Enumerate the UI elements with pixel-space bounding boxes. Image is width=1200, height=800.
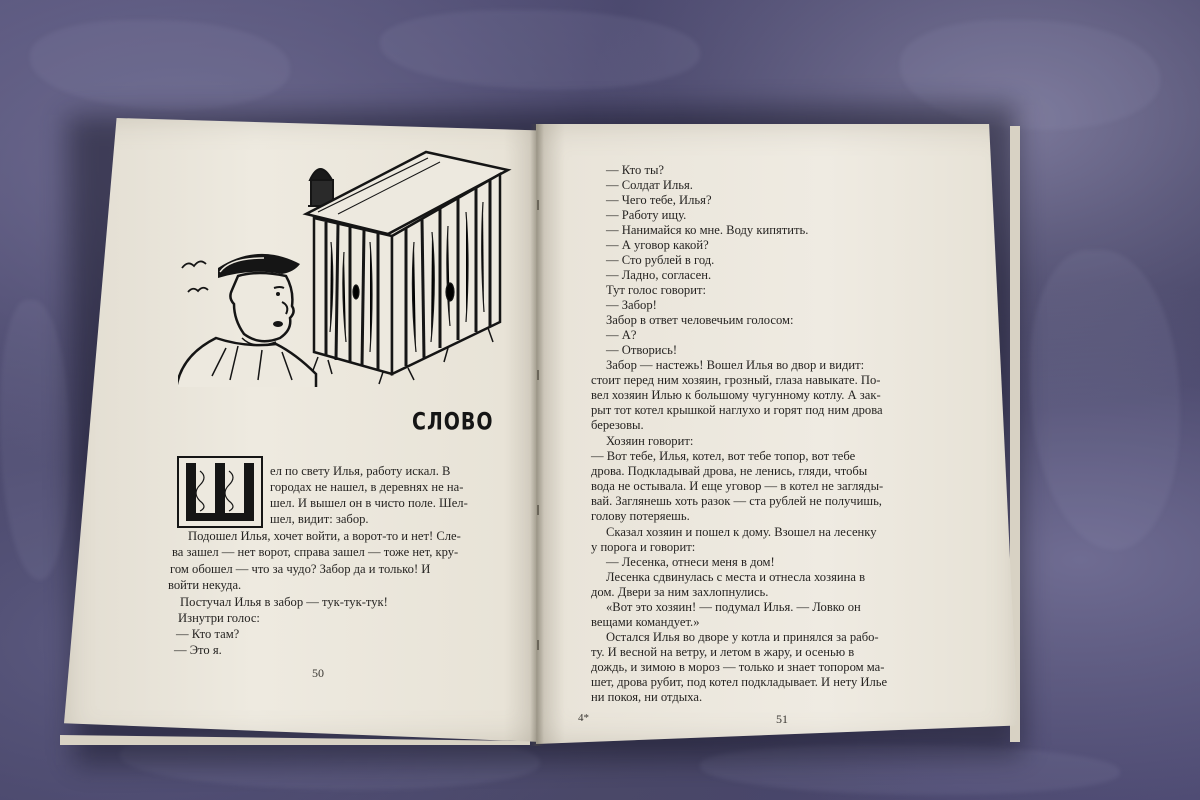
right-line: — Работу ищу. xyxy=(606,208,687,222)
binding-stitch xyxy=(537,370,539,380)
drop-cap xyxy=(176,455,264,529)
left-line: ел по свету Илья, работу искал. В xyxy=(270,464,451,478)
background-stone xyxy=(30,20,290,110)
right-line: — Ладно, согласен. xyxy=(606,268,712,282)
right-line: — Отворись! xyxy=(606,343,678,357)
left-line: — Это я. xyxy=(174,643,222,657)
binding-stitch xyxy=(537,505,539,515)
background-stone xyxy=(1030,250,1180,550)
signature-mark: 4* xyxy=(578,712,589,724)
right-line: ту. И весной на ветру, и летом в жару, и осенью в xyxy=(591,645,855,659)
right-line: — Вот тебе, Илья, котел, вот тебе топор, вот тебе xyxy=(591,449,856,463)
left-line: ва зашел — нет ворот, справа зашел — тоже нет, кру- xyxy=(172,545,459,559)
left-line: войти некуда. xyxy=(168,578,242,592)
right-line: — Солдат Илья. xyxy=(606,178,693,192)
right-line: — Чего тебе, Илья? xyxy=(606,193,712,207)
binding-stitch xyxy=(537,200,539,210)
right-line: дождь, и зимою в мороз — только и знает топором ма- xyxy=(591,660,885,674)
right-line: вода не остывала. И еще уговор — в котел не загляды- xyxy=(591,479,884,493)
right-line: Забор — настежь! Вошел Илья во двор и видит: xyxy=(606,358,865,372)
left-line: шел. И вышел он в чисто поле. Шел- xyxy=(270,496,468,510)
right-line: — А уговор какой? xyxy=(606,238,709,252)
right-line: ни покоя, ни отдыха. xyxy=(591,690,703,704)
right-line: вел хозяин Илью к большому чугунному котлу. А зак- xyxy=(591,388,881,402)
right-line: Сказал хозяин и пошел к дому. Взошел на лесенку xyxy=(606,525,877,539)
left-line: Постучал Илья в забор — тук-тук-тук! xyxy=(180,595,388,609)
right-line: березовы. xyxy=(591,418,644,432)
right-line: — Лесенка, отнеси меня в дом! xyxy=(606,555,775,569)
right-page-number: 51 xyxy=(776,712,788,726)
right-line: у порога и говорит: xyxy=(591,540,696,554)
right-line: Тут голос говорит: xyxy=(606,283,706,297)
right-line: «Вот это хозяин! — подумал Илья. — Ловко он xyxy=(606,600,861,614)
left-page-number: 50 xyxy=(312,666,324,680)
right-line: — А? xyxy=(606,328,637,342)
story-title: СЛОВО xyxy=(412,408,494,436)
left-line: шел, видит: забор. xyxy=(270,512,369,526)
right-line: стоит перед ним хозяин, грозный, глаза навыкате. По- xyxy=(591,373,881,387)
left-line: Изнутри голос: xyxy=(178,611,260,625)
right-line: Хозяин говорит: xyxy=(606,434,694,448)
binding-stitch xyxy=(537,640,539,650)
right-line: дрова. Подкладывай дрова, не ленись, гляди, чтобы xyxy=(591,464,868,478)
right-line: Забор в ответ человечьим голосом: xyxy=(606,313,794,327)
right-line: — Забор! xyxy=(606,298,657,312)
left-line: Подошел Илья, хочет войти, а ворот-то и нет! Сле- xyxy=(188,529,461,543)
fence-illustration xyxy=(178,142,518,387)
right-line: Остался Илья во дворе у котла и принялся за рабо- xyxy=(606,630,879,644)
left-line: городах не нашел, в деревнях не на- xyxy=(270,480,464,494)
right-line: — Сто рублей в год. xyxy=(606,253,715,267)
right-line: рыт тот котел крышкой наглухо и горят под ним дрова xyxy=(591,403,883,417)
right-line: вещами командует.» xyxy=(591,615,700,629)
right-line: голову потеряешь. xyxy=(591,509,690,523)
right-line: шет, дрова рубит, под котел подкладывает. И нету Илье xyxy=(591,675,888,689)
right-line: вай. Заглянешь хоть разок — ста рублей не получишь, xyxy=(591,494,882,508)
right-line: дом. Двери за ним захлопнулись. xyxy=(591,585,769,599)
background-stone xyxy=(0,300,70,580)
right-line: — Нанимайся ко мне. Воду кипятить. xyxy=(606,223,809,237)
left-line: — Кто там? xyxy=(176,627,240,641)
left-line: гом обошел — что за чудо? Забор да и только! И xyxy=(170,562,431,576)
right-line: Лесенка сдвинулась с места и отнесла хозяина в xyxy=(606,570,866,584)
right-line: — Кто ты? xyxy=(606,163,664,177)
background-stone xyxy=(380,10,700,90)
book-gutter xyxy=(530,124,544,746)
ornamental-initial-icon xyxy=(176,455,264,529)
